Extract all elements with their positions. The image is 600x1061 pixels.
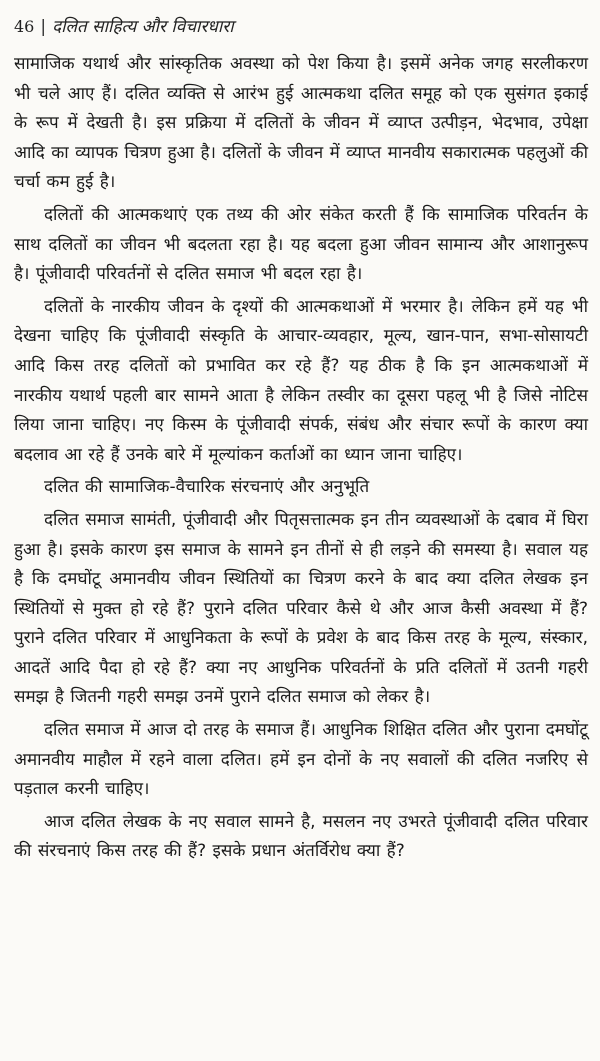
header-separator: |: [40, 17, 47, 37]
running-header: [14, 14, 588, 44]
body-text: [14, 50, 588, 867]
paragraph-6: आज दलित लेखक के नए सवाल सामने है, मसलन नए उभरते पूंजीवादी दलित परिवार की संरचनाएं किस तरह की हैं? इसके प्रधान अंतर्विरोध क्या हैं?: [14, 811, 588, 862]
paragraph-5: दलित समाज में आज दो तरह के समाज हैं। आधुनिक शिक्षित दलित और पुराना दमघोंटू अमानवीय माहौल में रहने वाला दलित। हमें इन दोनों के नए सवालों की दलित नजरिए से पड़ताल करनी चाहिए।: [14, 720, 588, 800]
paragraph-1: सामाजिक यथार्थ और सांस्कृतिक अवस्था को पेश किया है। इसमें अनेक जगह सरलीकरण भी चले आए हैं। दलित व्यक्ति से आरंभ हुई आत्मकथा दलित समूह को एक सुसंगत इकाई के रूप में देखती है। इस प्रक्रिया में दलितों के जीवन में व्याप्त उत्पीड़न, भेदभाव, उपेक्षा आदि का व्यापक चित्रण हुआ है। दलितों के जीवन में व्याप्त मानवीय सकारात्मक पहलुओं की चर्चा कम हुई है।: [14, 54, 588, 193]
paragraph-4: दलित समाज सामंती, पूंजीवादी और पितृसत्तात्मक इन तीन व्यवस्थाओं के दबाव में घिरा हुआ है। इसके कारण इस समाज के सामने इन तीनों से ही लड़ने की समस्या है। सवाल यह है कि दमघोंटू अमानवीय जीवन स्थितियों का चित्रण करने के बाद क्या दलित लेखक इन स्थितियों से मुक्त हो रहे हैं? पुराने दलित परिवार कैसे थे और आज कैसी अवस्था में हैं? पुराने दलित परिवार में आधुनिकता के रूपों के प्रवेश के बाद किस तरह के मूल्य, संस्कार, आदतें आदि पैदा हो रहे हैं? क्या नए आधुनिक परिवर्तनों के प्रति दलितों में उतनी गहरी समझ है जितनी गहरी समझ उनमें पुराने दलित समाज को लेकर है।: [14, 509, 588, 708]
section-heading: दलित की सामाजिक-वैचारिक संरचनाएं और अनुभूति: [44, 477, 370, 498]
paragraph-3: दलितों के नारकीय जीवन के दृश्यों की आत्मकथाओं में भरमार है। लेकिन हमें यह भी देखना चाहिए कि पूंजीवादी संस्कृति के आचार-व्यवहार, मूल्य, खान-पान, सभा-सोसायटी आदि किस तरह दलितों को प्रभावित कर रहे हैं? यह ठीक है कि इन आत्मकथाओं में नारकीय यथार्थ पहली बार सामने आता है लेकिन तस्वीर का दूसरा पहलू भी है जिसे नोटिस लिया जाना चाहिए। नए किस्म के पूंजीवादी संपर्क, संबंध और संचार रूपों के कारण क्या बदलाव आ रहे हैं उनके बारे में मूल्यांकन कर्ताओं का ध्यान जाना चाहिए।: [14, 296, 588, 465]
book-title: दलित साहित्य और विचारधारा: [52, 17, 234, 37]
paragraph-2: दलितों की आत्मकथाएं एक तथ्य की ओर संकेत करती हैं कि सामाजिक परिवर्तन के साथ दलितों का जीवन भी बदलता रहा है। यह बदला हुआ जीवन सामान्य और आशानुरूप है। पूंजीवादी परिवर्तनों से दलित समाज भी बदल रहा है।: [14, 204, 588, 285]
page-number: 46: [14, 17, 35, 36]
